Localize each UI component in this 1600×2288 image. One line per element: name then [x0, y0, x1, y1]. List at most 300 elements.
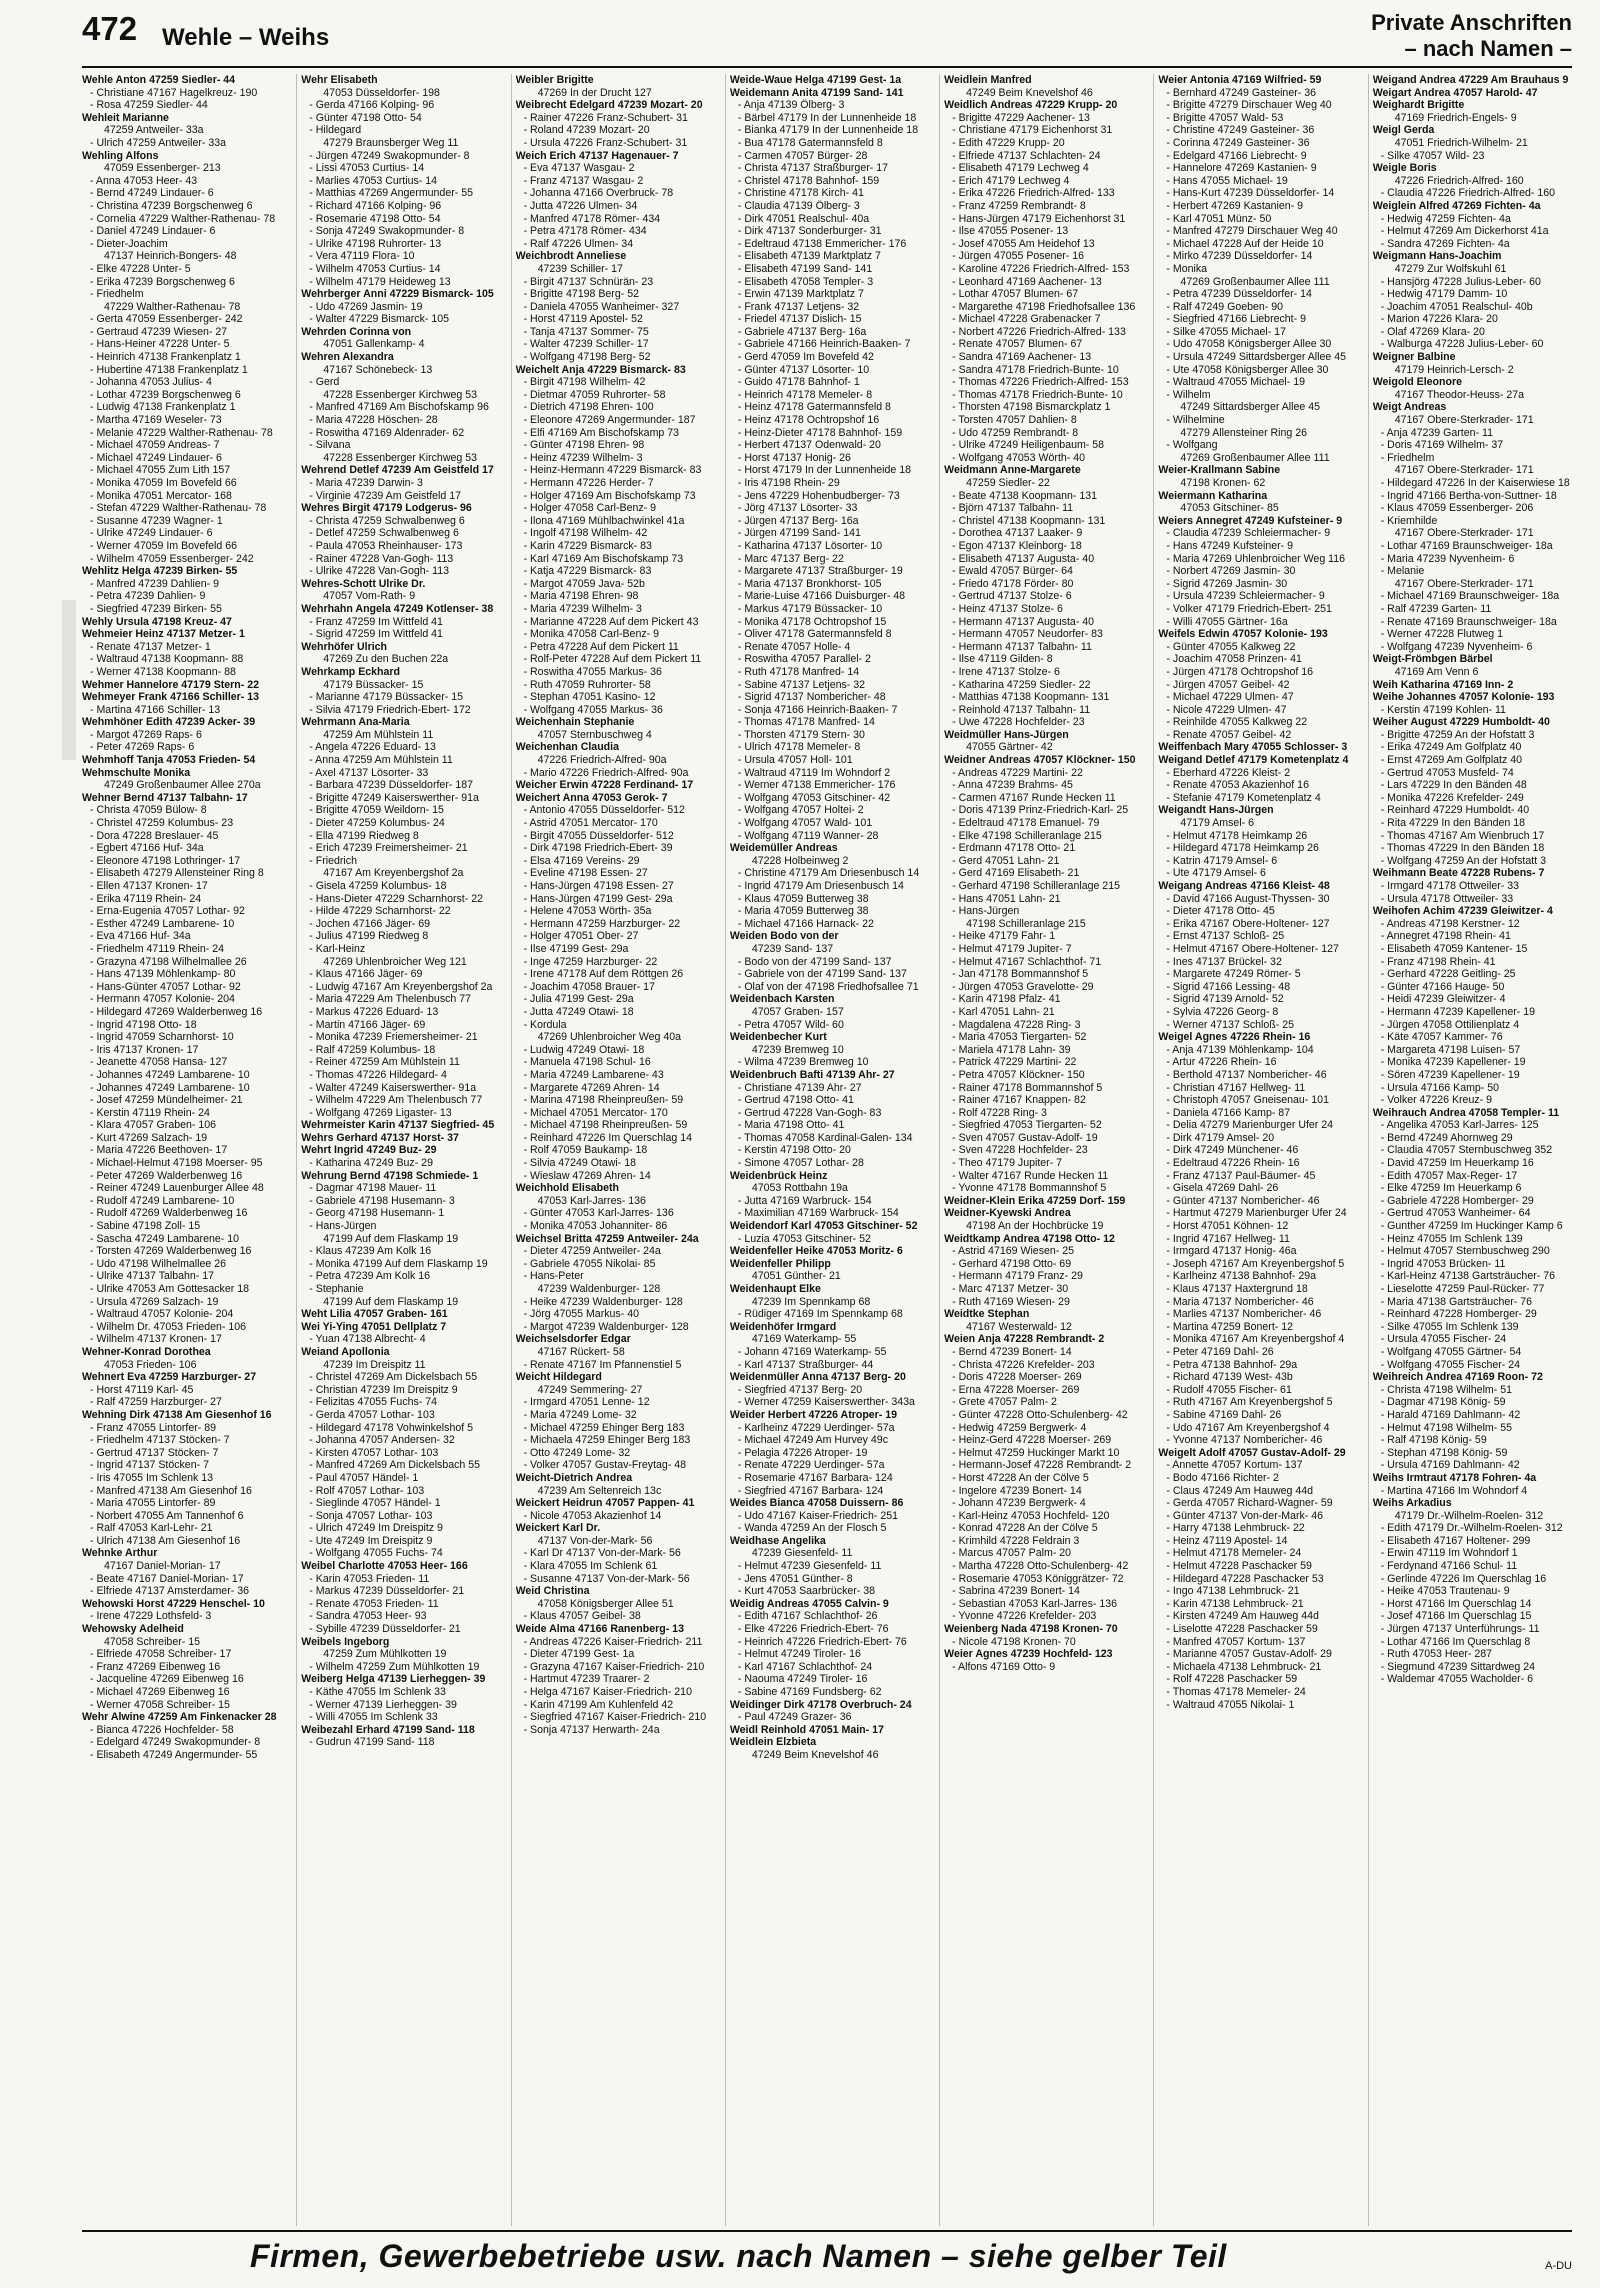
listing-entry: - Michael 47269 Eibenweg 16 [90, 1686, 230, 1698]
listing-entry: - Dora 47228 Breslauer- 45 [90, 829, 219, 842]
listing-entry: - Annegret 47198 Rhein- 41 [1380, 930, 1511, 943]
listing-entry: 47279 Zur Wolfskuhl 61 [1394, 262, 1507, 275]
listing-entry: - Daniela 47055 Wanheimer- 327 [523, 300, 680, 313]
listing-surname-entry: Weichenhan Claudia [515, 741, 619, 754]
listing-entry: - Astrid 47169 Wiesen- 25 [952, 1245, 1075, 1258]
listing-entry: - Petra 47239 Am Kolk 16 [309, 1270, 431, 1283]
listing-entry: - Hermann 47179 Franz- 29 [952, 1270, 1083, 1283]
listing-entry: - Marianne 47228 Auf dem Pickert 43 [523, 615, 699, 628]
listing-entry: - Wanda 47259 An der Flosch 5 [737, 1522, 887, 1535]
listing-entry: - Brigitte 47057 Wald- 53 [1166, 111, 1284, 124]
listing-surname-entry: Weidemann Anita 47199 Sand- 141 [729, 86, 904, 99]
listing-entry: - Anna 47259 Am Mühlstein 11 [309, 754, 453, 767]
listing-entry: - Harald 47169 Dahlmann- 42 [1380, 1408, 1521, 1421]
listing-entry: - Doris 47139 Prinz-Friedrich-Karl- 25 [952, 804, 1129, 817]
listing-entry: - Ursula 47166 Kamp- 50 [1380, 1081, 1500, 1094]
listing-entry: - Ernst 47269 Am Golfplatz 40 [1380, 754, 1523, 767]
listing-entry: - Markus 47226 Eduard- 13 [309, 1005, 439, 1018]
listing-entry: - Matthias 47269 Angermunder- 55 [309, 187, 473, 200]
listing-entry: - Angelika 47053 Karl-Jarres- 125 [1380, 1119, 1539, 1132]
listing-entry: - Erich 47239 Freimersheimer- 21 [309, 842, 468, 855]
listing-entry: - Heike 47053 Trautenau- 9 [1380, 1585, 1510, 1598]
listing-surname-entry: Weichbrodt Anneliese [515, 250, 627, 263]
listing-surname-entry: Weidner-Kyewski Andrea [944, 1207, 1071, 1220]
listing-entry: - Irmgard 47178 Ottweiler- 33 [1380, 880, 1520, 892]
listing-entry: - Ingrid 47166 Bertha-von-Suttner- 18 [1380, 489, 1557, 502]
listing-entry: - Doris 47228 Moerser- 269 [952, 1371, 1082, 1384]
listing-entry: - Joachim 47058 Brauer- 17 [523, 980, 655, 993]
listing-entry: - Jutta 47226 Ulmen- 34 [523, 199, 638, 212]
listing-surname-entry: Wehrberger Anni 47229 Bismarck- 105 [301, 288, 494, 301]
listing-entry: - Helene 47053 Wörth- 35a [523, 905, 652, 918]
listing-entry: - Eleonore 47269 Angermunder- 187 [523, 414, 696, 427]
listing-surname-entry: Weht Lilia 47057 Graben- 161 [301, 1308, 448, 1321]
listing-entry: - Brigitte 47198 Berg- 52 [523, 288, 639, 301]
listing-entry: - Holger 47169 Am Bischofskamp 73 [523, 489, 696, 502]
listing-entry: - Virginie 47239 Am Geistfeld 17 [309, 489, 462, 502]
listing-entry: - Margarethe 47198 Friedhofsallee 136 [952, 300, 1136, 313]
listing-surname-entry: Weiher August 47229 Humboldt- 40 [1372, 716, 1550, 729]
listing-entry: - Michael 47198 Rheinpreußen- 59 [523, 1119, 688, 1132]
listing-entry: 47059 Essenberger- 213 [104, 162, 221, 175]
listing-entry: - Bodo 47166 Richter- 2 [1166, 1471, 1279, 1484]
listing-entry: - Stefan 47229 Walther-Rathenau- 78 [90, 502, 267, 515]
listing-surname-entry: Wehowsky Adelheid [82, 1623, 184, 1636]
listing-entry: - Siegfried 47239 Birken- 55 [90, 602, 222, 615]
listing-entry: - Wolfgang 47055 Fischer- 24 [1380, 1358, 1521, 1371]
listing-entry: - Petra 47057 Wild- 60 [737, 1018, 844, 1031]
listing-entry: - Wolfgang 47119 Wanner- 28 [737, 829, 879, 842]
listing-entry: - Wilhelm 47059 Essenberger- 242 [90, 552, 254, 565]
listing-entry: - Sven 47228 Hochfelder- 23 [952, 1144, 1088, 1157]
listing-entry: - Christiane 47179 Eichenhorst 31 [952, 124, 1113, 137]
listing-surname-entry: Weihmann Beate 47228 Rubens- 7 [1372, 867, 1545, 880]
listing-entry: - Ingolf 47198 Wilhelm- 42 [523, 527, 648, 540]
listing-entry: 47055 Gärtner- 42 [966, 741, 1053, 754]
listing-surname-entry: Weichenhain Stephanie [515, 716, 635, 729]
listing-entry: - Silvana [309, 439, 351, 452]
listing-entry: - Hedwig 47179 Damm- 10 [1380, 288, 1508, 301]
listing-entry: - Harry 47138 Lehmbruck- 22 [1166, 1522, 1305, 1535]
listing-entry: - Franz 47055 Lintorfer- 89 [90, 1421, 217, 1434]
listing-entry: - Naouma 47249 Tiroler- 16 [737, 1673, 868, 1686]
listing-surname-entry: Weigel Agnes 47226 Rhein- 16 [1158, 1031, 1311, 1044]
listing-entry: - Monika [1166, 262, 1208, 275]
listing-entry: 47259 Antweiler- 33a [104, 124, 204, 137]
listing-entry: 47228 Holbeinweg 2 [751, 854, 849, 867]
listing-entry: - Wilhelm 47229 Am Thelenbusch 77 [309, 1094, 483, 1107]
listing-entry: - Helmut 47249 Tiroler- 16 [737, 1648, 861, 1661]
listing-entry: - Ute 47249 Im Dreispitz 9 [309, 1534, 433, 1547]
listing-surname-entry: Weihreich Andrea 47169 Roon- 72 [1372, 1371, 1543, 1384]
listing-entry: - Hans-Jürgen [309, 1220, 377, 1233]
listing-entry: - Sigrid 47137 Nombericher- 48 [737, 691, 886, 704]
listing-entry: - Hildegard 47178 Heimkamp 26 [1166, 842, 1319, 855]
listing-surname-entry: Weigang Andreas 47166 Kleist- 48 [1158, 880, 1330, 892]
listing-entry: - Rita 47229 In den Bänden 18 [1380, 817, 1526, 830]
listing-entry: - Renate 47229 Uerdinger- 57a [737, 1459, 885, 1472]
listing-surname-entry: Wehle Anton 47259 Siedler- 44 [82, 74, 236, 86]
listing-entry: - Renate 47057 Blumen- 67 [952, 338, 1083, 351]
listing-entry: - Erika 47167 Obere-Holtener- 127 [1166, 917, 1330, 930]
listing-entry: - Christina 47239 Borgschenweg 6 [90, 199, 253, 212]
listing-surname-entry: Weibels Ingeborg [301, 1635, 390, 1648]
listing-entry: - Klaus 47137 Haxtergrund 18 [1166, 1283, 1308, 1295]
listing-entry: - Rudolf 47249 Lambarene- 10 [90, 1194, 235, 1207]
listing-entry: - Sonja 47137 Herwarth- 24a [523, 1723, 660, 1736]
listing-entry: - Ingrid 47137 Stöcken- 7 [90, 1459, 209, 1472]
listing-entry: - Maria 47138 Gartsträucher- 76 [1380, 1295, 1533, 1308]
listing-entry: - Werner 47228 Flutweg 1 [1380, 628, 1503, 641]
listing-entry: - Christel 47259 Kolumbus- 23 [90, 817, 234, 830]
listing-entry: - Richard 47166 Kolping- 96 [309, 199, 442, 212]
listing-entry: - Erika 47249 Am Golfplatz 40 [1380, 741, 1522, 754]
listing-entry: - Brigitte 47249 Kaiserswerther- 91a [309, 791, 479, 804]
listing-entry: - Maria 47249 Lambarene- 43 [523, 1068, 664, 1081]
listing-entry: 47179 Amsel- 6 [1180, 817, 1255, 830]
listing-entry: - Renate 47057 Geibel- 42 [1166, 728, 1292, 741]
listing-entry: - Hedwig 47259 Bergwerk- 4 [952, 1421, 1087, 1434]
listing-entry: - Marlies 47053 Curtius- 14 [309, 174, 438, 187]
listing-surname-entry: Wehmeier Heinz 47137 Metzer- 1 [82, 628, 245, 641]
listing-entry: - Hildegard [309, 124, 362, 137]
listing-surname-entry: Wehleit Marianne [82, 111, 169, 124]
listing-entry: - Ulrich 47249 Im Dreispitz 9 [309, 1522, 443, 1535]
listing-entry: - Dietmar 47059 Ruhrorter- 58 [523, 388, 666, 401]
listing-entry: - Kerstin 47199 Kohlen- 11 [1380, 703, 1506, 716]
listing-entry: - Sabine 47198 Zoll- 15 [90, 1220, 201, 1233]
listing-entry: - Jens 47229 Hohenbudberger- 73 [737, 489, 900, 502]
listing-entry: - Franz 47198 Rhein- 41 [1380, 955, 1496, 968]
listing-entry: - Wilhelmine [1166, 414, 1225, 427]
listing-entry: - Ulrich 47259 Antweiler- 33a [90, 136, 227, 149]
listing-entry: - Hans-Jürgen [952, 905, 1020, 918]
listing-entry: - Helmut 47198 Wilhelm- 55 [1380, 1421, 1512, 1434]
listing-entry: - Vera 47119 Flora- 10 [309, 250, 415, 263]
listing-entry: - Gerd 47169 Elisabeth- 21 [952, 867, 1080, 880]
listing-entry: - Wolfgang 47055 Markus- 36 [523, 703, 663, 716]
listing-entry: - Horst 47228 An der Cölve 5 [952, 1471, 1089, 1484]
listing-entry: - Günter 47137 Lösorter- 10 [737, 363, 870, 376]
listing-entry: - Petra 47057 Klöckner- 150 [952, 1068, 1085, 1081]
listing-entry: - Horst 47119 Apostel- 52 [523, 313, 643, 326]
listing-entry: - Karl-Heinz 47053 Hochfeld- 120 [952, 1509, 1110, 1522]
listing-entry: - Mirko 47239 Düsseldorfer- 14 [1166, 250, 1313, 263]
listing-entry: - Susanne 47239 Wagner- 1 [90, 514, 223, 527]
listing-entry: - Werner 47059 Im Bovefeld 66 [90, 539, 238, 552]
listing-entry: - Matthias 47138 Koopmann- 131 [952, 691, 1110, 704]
listing-entry: - Dieter-Joachim [90, 237, 168, 250]
listing-entry: - Angela 47226 Eduard- 13 [309, 741, 436, 754]
listing-surname-entry: Weichsel Britta 47259 Antweiler- 24a [515, 1232, 699, 1245]
listing-entry: - Friedhelm 47137 Stöcken- 7 [90, 1434, 230, 1447]
listing-entry: - Christiane 47139 Ahr- 27 [737, 1081, 862, 1094]
listing-entry: - Mariela 47178 Lahn- 39 [952, 1043, 1071, 1056]
listing-entry: - Irmgard 47137 Honig- 46a [1166, 1245, 1297, 1258]
listing-entry: - Brigitte 47279 Dirschauer Weg 40 [1166, 99, 1332, 112]
listing-entry: - Ingelore 47239 Bonert- 14 [952, 1484, 1082, 1497]
listing-entry: - Gabriele 47228 Homberger- 29 [1380, 1194, 1534, 1207]
listing-entry: 47279 Allensteiner Ring 26 [1180, 426, 1308, 439]
listing-entry: - Ursula 47178 Ottweiler- 33 [1380, 892, 1514, 905]
listing-entry: 47198 Schilleranlage 215 [966, 917, 1086, 930]
listing-entry: - Günter 47198 Ehren- 98 [523, 439, 645, 452]
listing-entry: - Guido 47178 Bahnhof- 1 [737, 376, 860, 389]
listing-entry: - Hermann 47226 Herder- 7 [523, 477, 654, 489]
listing-entry: - Sabine 47169 Fundsberg- 62 [737, 1686, 882, 1698]
listing-entry: - Klara 47055 Im Schlenk 61 [523, 1560, 658, 1573]
listing-entry: - Paul 47057 Händel- 1 [309, 1471, 419, 1484]
listing-entry: - Helmut 47269 Am Dickerhorst 41a [1380, 225, 1549, 238]
listing-entry: - Jochen 47166 Jäger- 69 [309, 917, 431, 930]
listing-entry: - Udo 47259 Rembrandt- 8 [952, 426, 1079, 439]
listing-entry: - Manfred 47239 Dahlien- 9 [90, 577, 219, 590]
listing-entry: 47053 Frieden- 106 [104, 1358, 197, 1371]
listing-surname-entry: Weidenmüller Anna 47137 Berg- 20 [729, 1371, 906, 1384]
listing-surname-entry: Weiermann Katharina [1158, 489, 1268, 502]
listing-entry: 47053 Gitschiner- 85 [1180, 502, 1279, 515]
listing-entry: - Bernd 47239 Bonert- 14 [952, 1345, 1072, 1358]
listing-entry: - Josef 47166 Im Querschlag 15 [1380, 1610, 1532, 1623]
listing-entry: - Gerhard 47198 Schilleranlage 215 [952, 880, 1120, 892]
listing-entry: - Jürgen 47137 Unterführungs- 11 [1380, 1623, 1540, 1636]
listing-surname-entry: Wehmeyer Frank 47166 Schiller- 13 [82, 691, 260, 704]
listing-entry: - Claudia 47239 Schleiermacher- 9 [1166, 527, 1331, 540]
listing-entry: 47249 Großenbaumer Allee 270a [104, 779, 261, 792]
listing-entry: - Wilhelm 47137 Kronen- 17 [90, 1333, 222, 1346]
listing-surname-entry: Wehmschulte Monika [82, 766, 191, 779]
listing-column-4 [725, 74, 929, 2226]
listing-entry: - Ellen 47137 Kronen- 17 [90, 880, 208, 892]
listing-entry: - Günter 47198 Otto- 54 [309, 111, 422, 124]
listing-column-3 [511, 74, 715, 2226]
listing-entry: - Heinz 47119 Apostel- 14 [1166, 1534, 1288, 1547]
listing-entry: - Gerda 47057 Lothar- 103 [309, 1408, 435, 1421]
listing-column-1 [82, 74, 286, 2226]
listing-entry: - Stephan 47051 Kasino- 12 [523, 691, 656, 704]
listing-entry: - Waltraud 47055 Michael- 19 [1166, 376, 1305, 389]
listing-entry: - Manfred 47269 Am Dickelsbach 55 [309, 1459, 481, 1472]
listing-entry: - Petra 47178 Römer- 434 [523, 225, 647, 238]
listing-entry: - Martina 47166 Im Wohndorf 4 [1380, 1484, 1528, 1497]
listing-surname-entry: Weidl Reinhold 47051 Main- 17 [729, 1723, 884, 1736]
listing-entry: - Franz 47269 Eibenweg 16 [90, 1660, 221, 1673]
listing-surname-entry: Weide-Waue Helga 47199 Gest- 1a [729, 74, 902, 86]
listing-entry: - Franz 47137 Wasgau- 2 [523, 174, 644, 187]
listing-entry: - Hans-Peter [523, 1270, 584, 1283]
listing-entry: 47259 Zum Mühlkotten 19 [323, 1648, 447, 1661]
listing-entry: - Margot 47269 Raps- 6 [90, 728, 202, 741]
listing-entry: - Monika 47167 Am Kreyenbergshof 4 [1166, 1333, 1345, 1346]
listing-entry: 47228 Essenberger Kirchweg 53 [323, 388, 477, 401]
listing-entry: - Gerta 47059 Essenberger- 242 [90, 313, 243, 326]
listing-entry: - Ilse 47055 Posener- 13 [952, 225, 1069, 238]
listing-surname-entry: Weidlein Manfred [944, 74, 1032, 86]
listing-entry: - Gunther 47259 Im Huckinger Kamp 6 [1380, 1220, 1563, 1233]
listing-entry: - Jutta 47249 Otawi- 18 [523, 1005, 634, 1018]
listing-surname-entry: Wehrung Bernd 47198 Schmiede- 1 [301, 1169, 479, 1182]
listing-entry: - Horst 47166 Im Querschlag 14 [1380, 1597, 1532, 1610]
listing-entry: - Hildegard 47228 Paschacker 53 [1166, 1572, 1324, 1585]
section-label [1371, 10, 1572, 62]
listing-entry: - Wolfgang 47055 Gärtner- 54 [1380, 1345, 1522, 1358]
listing-entry: - Franz 47259 Rembrandt- 8 [952, 199, 1086, 212]
listing-entry: 47226 Friedrich-Alfred- 160 [1394, 174, 1524, 187]
listing-entry: - Hilde 47229 Scharnhorst- 22 [309, 905, 451, 918]
listing-entry: - Sascha 47249 Lambarene- 10 [90, 1232, 240, 1245]
listing-entry: - Marc 47137 Metzer- 30 [952, 1283, 1069, 1295]
listing-entry: - Maria 47198 Ehren- 98 [523, 590, 639, 603]
listing-entry: - Hermann 47137 Talbahn- 11 [952, 640, 1092, 653]
listing-entry: - Walter 47229 Bismarck- 105 [309, 313, 450, 326]
listing-entry: - Inge 47259 Harzburger- 22 [523, 955, 658, 968]
listing-entry: - Wilhelm 47259 Zum Mühlkotten 19 [309, 1660, 480, 1673]
listing-surname-entry: Wehly Ursula 47198 Kreuz- 47 [82, 615, 232, 628]
listing-entry: - Dirk 47137 Sonderburger- 31 [737, 225, 882, 238]
listing-surname-entry: Wehrhöfer Ulrich [301, 640, 388, 653]
listing-entry: - Silke 47057 Wild- 23 [1380, 149, 1485, 162]
listing-entry: - Julia 47199 Gest- 29a [523, 993, 634, 1006]
listing-entry: 47239 Waldenburger- 128 [537, 1283, 661, 1295]
listing-entry: - Elfriede 47137 Schlachten- 24 [952, 149, 1101, 162]
listing-entry: - Waldemar 47055 Wacholder- 6 [1380, 1673, 1534, 1686]
listing-entry: - Waltraud 47055 Nikolai- 1 [1166, 1698, 1295, 1711]
listing-entry: - Artur 47226 Rhein- 16 [1166, 1056, 1277, 1069]
listing-entry: - Heinz-Gerd 47228 Moerser- 269 [952, 1434, 1112, 1447]
listing-entry: - Ralf 47259 Harzburger- 27 [90, 1396, 222, 1409]
listing-entry: - Walter 47239 Schiller- 17 [523, 338, 649, 351]
listing-entry: - Uwe 47228 Hochfelder- 23 [952, 716, 1085, 729]
listing-entry: 47239 Am Seltenreich 13c [537, 1484, 662, 1497]
listing-entry: - Elisabeth 47058 Templer- 3 [737, 275, 874, 288]
listing-surname-entry: Weider Herbert 47226 Atroper- 19 [729, 1408, 898, 1421]
listing-entry: - Ingrid 47179 Am Driesenbusch 14 [737, 880, 904, 892]
listing-entry: 47179 Dr.-Wilhelm-Roelen- 312 [1394, 1509, 1544, 1522]
listing-entry: - Rolf 47059 Baukamp- 18 [523, 1144, 648, 1157]
listing-surname-entry: Weidemüller Andreas [729, 842, 838, 855]
listing-entry: 47249 Beim Knevelshof 46 [751, 1748, 879, 1761]
listing-entry: 47269 In der Drucht 127 [537, 86, 652, 99]
listing-entry: - Christine 47249 Gasteiner- 36 [1166, 124, 1315, 137]
listing-entry: - Thomas 47178 Memeler- 24 [1166, 1686, 1306, 1698]
listing-entry: - Thomas 47178 Manfred- 14 [737, 716, 875, 729]
listing-surname-entry: Weiden Bodo von der [729, 930, 839, 943]
listing-entry: - Monika 47059 Im Bovefeld 66 [90, 477, 237, 489]
listing-entry: - Antonio 47055 Düsseldorfer- 512 [523, 804, 685, 817]
listing-entry: - Hermann 47137 Augusta- 40 [952, 615, 1095, 628]
listing-entry: - Holger 47058 Carl-Benz- 9 [523, 502, 657, 515]
listing-entry: - Dirk 47179 Amsel- 20 [1166, 1131, 1275, 1144]
listing-entry: - Ingrid 47053 Brücken- 11 [1380, 1257, 1506, 1270]
listing-entry: - Helmut 47057 Sternbuschweg 290 [1380, 1245, 1550, 1258]
listing-surname-entry: Wehrmeister Karin 47137 Siegfried- 45 [301, 1119, 495, 1132]
listing-entry: - Ruth 47169 Wiesen- 29 [952, 1295, 1070, 1308]
listing-entry: - Christel 47178 Bahnhof- 159 [737, 174, 880, 187]
listing-entry: - Volker 47226 Kreuz- 9 [1380, 1094, 1492, 1107]
listing-entry: 47053 Karl-Jarres- 136 [537, 1194, 646, 1207]
listing-entry: - Nicole 47229 Ulmen- 47 [1166, 703, 1287, 716]
listing-entry: - Friedhelm 47119 Rhein- 24 [90, 942, 225, 955]
listing-entry: - Reiner 47249 Lauenburger Allee 48 [90, 1182, 264, 1195]
listing-entry: - Ulrike 47249 Lindauer- 6 [90, 527, 213, 540]
listing-entry: - Eberhard 47226 Kleist- 2 [1166, 766, 1291, 779]
listing-entry: - Maria 47269 Uhlenbroicher Weg 116 [1166, 552, 1346, 565]
listing-entry: - Jürgen 47055 Posener- 16 [952, 250, 1085, 263]
listing-entry: - Wolfgang 47057 Wald- 101 [737, 817, 873, 830]
listing-surname-entry: Weigl Gerda [1372, 124, 1435, 137]
listing-entry: - Siegfried 47137 Berg- 20 [737, 1383, 863, 1396]
listing-entry: - Ilona 47169 Mühlbachwinkel 41a [523, 514, 685, 527]
listing-entry: - Günter 47228 Otto-Schulenberg- 42 [952, 1408, 1128, 1421]
listing-entry: - Sieglinde 47057 Händel- 1 [309, 1497, 441, 1510]
listing-surname-entry: Wehrden Corinna von [301, 325, 412, 338]
listing-entry: - Monika 47053 Johanniter- 86 [523, 1220, 668, 1233]
listing-entry: - David 47166 August-Thyssen- 30 [1166, 892, 1330, 905]
listing-entry: - Claudia 47226 Friedrich-Alfred- 160 [1380, 187, 1555, 200]
listing-entry: - Birgit 47137 Schnürän- 23 [523, 275, 654, 288]
listing-entry: - Björn 47137 Talbahn- 11 [952, 502, 1074, 515]
listing-entry: - Sigrid 47166 Lessing- 48 [1166, 980, 1291, 993]
listing-entry: - Udo 47269 Jasmin- 19 [309, 300, 423, 313]
listing-surname-entry: Weides Bianca 47058 Duissern- 86 [729, 1497, 904, 1510]
listing-entry: - Felizitas 47055 Fuchs- 74 [309, 1396, 438, 1409]
listing-entry: - Jörg 47055 Markus- 40 [523, 1308, 639, 1321]
listing-entry: - Karlheinz 47138 Bahnhof- 29a [1166, 1270, 1317, 1283]
listing-entry: - Günter 47137 Nombericher- 46 [1166, 1194, 1320, 1207]
listing-entry: - Siegmund 47239 Sittardweg 24 [1380, 1660, 1536, 1673]
listing-entry: - Gertrud 47198 Otto- 41 [737, 1094, 854, 1107]
page-header [82, 10, 1572, 60]
listing-entry: - Karl Dr 47137 Von-der-Mark- 56 [523, 1547, 681, 1560]
listing-entry: - Hans-Jürgen 47179 Eichenhorst 31 [952, 212, 1126, 225]
listing-entry: - Silke 47055 Im Schlenk 139 [1380, 1320, 1519, 1333]
listing-entry: - Christian 47239 Im Dreispitz 9 [309, 1383, 458, 1396]
listing-surname-entry: Weickert Heidrun 47057 Pappen- 41 [515, 1497, 695, 1510]
listing-entry: - Manfred 47279 Dirschauer Weg 40 [1166, 225, 1338, 238]
listing-entry: - Erika 47119 Rhein- 24 [90, 892, 202, 905]
listing-surname-entry: Weibezahl Erhard 47199 Sand- 118 [301, 1723, 475, 1736]
listing-entry: - Werner 47137 Schloß- 25 [1166, 1018, 1295, 1031]
listing-entry: 47179 Büssacker- 15 [323, 678, 424, 691]
listing-entry: - Frank 47137 Letjens- 32 [737, 300, 860, 313]
listing-surname-entry: Weihs Arkadius [1372, 1497, 1452, 1510]
listing-entry: - Helmut 47228 Paschacker 59 [1166, 1560, 1312, 1573]
listing-entry: - Hans-Jürgen 47199 Gest- 29a [523, 892, 673, 905]
listing-entry: - Maria 47137 Bronkhorst- 105 [737, 577, 882, 590]
listing-surname-entry: Weickert Karl Dr. [515, 1522, 601, 1535]
listing-entry: - Kordula [523, 1018, 567, 1031]
listing-entry: - Johanna 47166 Overbruck- 78 [523, 187, 674, 200]
listing-surname-entry: Wehrkamp Eckhard [301, 665, 400, 678]
listing-entry: - Michael 47249 Lindauer- 6 [90, 451, 222, 464]
listing-entry: - Irene 47178 Auf dem Röttgen 26 [523, 968, 684, 981]
listing-entry: - Gabriele 47055 Nikolai- 85 [523, 1257, 656, 1270]
listing-entry: - Ferdynand 47166 Schul- 11 [1380, 1560, 1518, 1573]
listing-entry: - Yvonne 47226 Krefelder- 203 [952, 1610, 1097, 1623]
listing-entry: - Heinz-Hermann 47229 Bismarck- 83 [523, 464, 702, 477]
listing-entry: - Friedrich [309, 854, 357, 867]
listing-entry: 47137 Heinrich-Bongers- 48 [104, 250, 237, 263]
listing-entry: - Ludwig 47167 Am Kreyenbergshof 2a [309, 980, 493, 993]
listing-entry: - Klaus 47057 Geibel- 38 [523, 1610, 641, 1623]
listing-entry: - Klaus 47059 Butterweg 38 [737, 892, 869, 905]
listing-entry: - Eva 47166 Huf- 34a [90, 930, 191, 943]
listing-entry: 47057 Sternbuschweg 4 [537, 728, 652, 741]
listing-entry: 47249 Beim Knevelshof 46 [966, 86, 1093, 99]
listing-entry: - Werner 47058 Schreiber- 15 [90, 1698, 230, 1711]
listing-entry: - Daniel 47249 Lindauer- 6 [90, 225, 216, 238]
listing-entry: - Gerda 47057 Richard-Wagner- 59 [1166, 1497, 1333, 1510]
